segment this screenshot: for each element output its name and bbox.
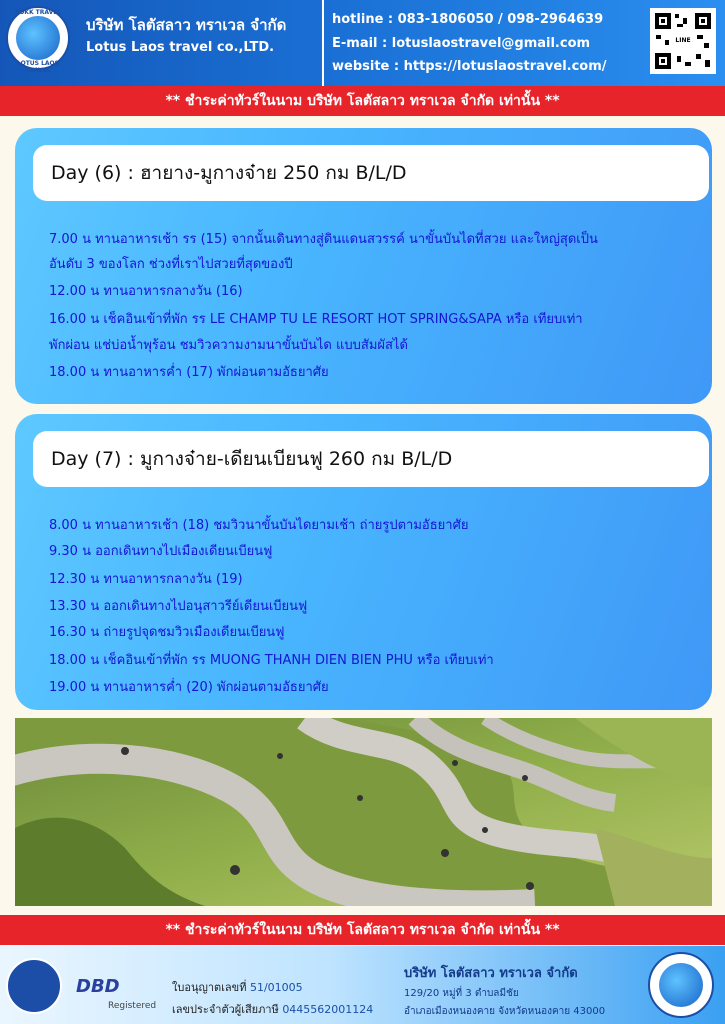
day6-line: 18.00 น ทานอาหารค่ำ (17) พักผ่อนตามอัธยาศัย <box>49 365 329 380</box>
mountain-road-photo <box>15 718 712 906</box>
license-number: 51/01005 <box>249 981 303 994</box>
header-divider <box>322 0 324 86</box>
company-name-thai: บริษัท โลตัสลาว ทราเวล จำกัด <box>86 16 287 34</box>
day6-card <box>15 128 712 404</box>
day6-line: 12.00 น ทานอาหารกลางวัน (16) <box>49 284 243 299</box>
license-line <box>172 978 303 996</box>
footer-company-name: บริษัท โลตัสลาว ทราเวล จำกัด <box>404 966 578 981</box>
footer-company-logo <box>648 952 714 1018</box>
payment-notice-bottom: ** ชำระค่าทัวร์ในนาม บริษัท โลตัสลาว ทราเวล จำกัด เท่านั้น ** <box>0 915 725 945</box>
day7-line: 16.30 น ถ่ายรูปจุดชมวิวเมืองเดียนเบียนฟู <box>49 625 285 640</box>
footer-address-line2: อำเภอเมืองหนองคาย จังหวัดหนองคาย 43000 <box>404 1006 606 1017</box>
tourism-authority-logo <box>6 958 62 1014</box>
logo-top-text: POKK TRAVEL <box>14 9 62 16</box>
day7-line: 19.00 น ทานอาหารค่ำ (20) พักผ่อนตามอัธยาศัย <box>49 680 329 695</box>
day6-line: อันดับ 3 ของโลก ช่วงที่เราไปสวยที่สุดของปี <box>49 257 293 272</box>
logo-bottom-text: LOTUS LAOS TRAVEL <box>17 60 59 74</box>
website-link[interactable]: website : https://lotuslaostravel.com/ <box>332 59 607 74</box>
hotline-text: hotline : 083-1806050 / 098-2964639 <box>332 12 604 27</box>
day7-line: 8.00 น ทานอาหารเช้า (18) ชมวิวนาขั้นบันไดยามเช้า ถ่ายรูปตามอัธยาศัย <box>49 518 469 533</box>
tax-id-number: 0445562001124 <box>282 1003 374 1016</box>
tax-id-line <box>172 1000 373 1018</box>
day7-line: 18.00 น เช็คอินเข้าที่พัก รร MUONG THANH DIEN BIEN PHU หรือ เทียบเท่า <box>49 653 494 668</box>
footer-banner <box>0 946 725 1024</box>
day7-line: 13.30 น ออกเดินทางไปอนุสาวรีย์เดียนเบียนฟู <box>49 599 308 614</box>
payment-notice-top: ** ชำระค่าทัวร์ในนาม บริษัท โลตัสลาว ทราเวล จำกัด เท่านั้น ** <box>0 86 725 116</box>
day7-card <box>15 414 712 710</box>
license-label: ใบอนุญาตเลขที่ <box>172 981 247 994</box>
day7-line: 12.30 น ทานอาหารกลางวัน (19) <box>49 572 243 587</box>
day6-line: 7.00 น ทานอาหารเช้า รร (15) จากนั้นเดินทางสู่ดินแดนสวรรค์ นาขั้นบันไดที่สวย และใหญ่สุดเป็น <box>49 232 598 247</box>
tax-id-label: เลขประจำตัวผู้เสียภาษี <box>172 1003 279 1016</box>
dbd-logo: DBD <box>76 976 120 997</box>
footer-address-line1: 129/20 หมู่ที่ 3 ตำบลมีชัย <box>404 988 519 999</box>
email-text[interactable]: E-mail : lotuslaostravel@gmail.com <box>332 36 591 51</box>
day6-line: 16.00 น เช็คอินเข้าที่พัก รร LE CHAMP TU LE RESORT HOT SPRING&SAPA หรือ เทียบเท่า <box>49 312 583 327</box>
header-banner <box>0 0 725 86</box>
company-logo <box>6 6 70 74</box>
registered-text: Registered <box>108 1001 157 1011</box>
line-qr-code[interactable] <box>650 8 716 74</box>
day7-line: 9.30 น ออกเดินทางไปเมืองเดียนเบียนฟู <box>49 544 273 559</box>
company-name-english: Lotus Laos travel co.,LTD. <box>86 40 275 55</box>
day6-line: พักผ่อน แช่บ่อน้ำพุร้อน ชมวิวความงามนาขั้นบันได แบบสัมผัสได้ <box>49 338 408 353</box>
line-label: LINE <box>674 34 692 48</box>
day6-title: Day (6) : ฮายาง-มูกางจ๋าย 250 กม B/L/D <box>33 145 709 201</box>
day7-title: Day (7) : มูกางจ๋าย-เดียนเบียนฟู 260 กม B/L/D <box>33 431 709 487</box>
